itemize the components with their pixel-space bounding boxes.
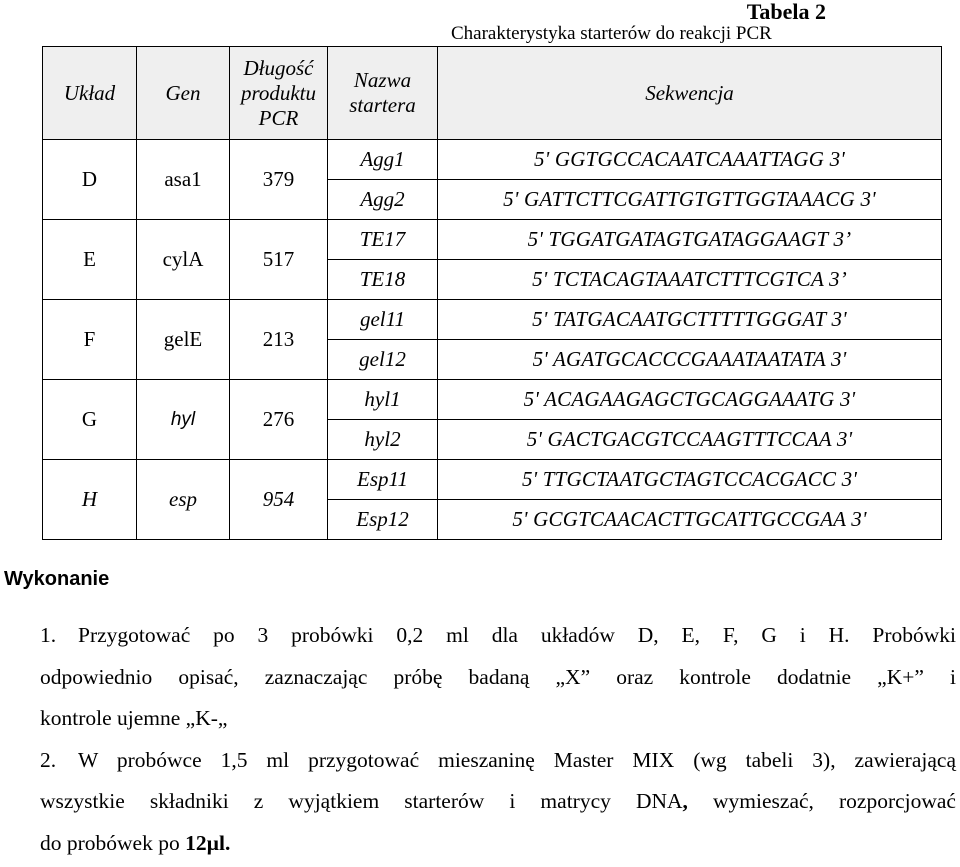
cell-gen: asa1: [137, 140, 230, 220]
section-title: Wykonanie: [4, 568, 110, 590]
cell-gen: cylA: [137, 220, 230, 300]
header-uklad: Układ: [43, 47, 137, 140]
cell-length: 213: [230, 300, 328, 380]
table-row: [43, 220, 942, 260]
header-nazwa-line2: startera: [349, 93, 416, 117]
cell-primer-sequence: 5' TATGACAATGCTTTTTGGGAT 3': [438, 300, 942, 340]
step-2-line-2c: wymieszać, rozporcjować: [687, 789, 956, 813]
cell-primer-name: hyl2: [328, 420, 438, 460]
table-row: [43, 380, 942, 420]
cell-primer-sequence: 5' GATTCTTCGATTGTGTTGGTAAACG 3': [438, 180, 942, 220]
step-2-line-3: [40, 823, 956, 865]
step-2-line-2b: ,: [682, 789, 688, 813]
step-2-line-1: [40, 740, 956, 782]
table-row: [43, 460, 942, 500]
cell-primer-sequence: 5' GCGTCAACACTTGCATTGCCGAA 3': [438, 500, 942, 540]
cell-primer-name: hyl1: [328, 380, 438, 420]
cell-primer-name: gel12: [328, 340, 438, 380]
cell-primer-name: Agg1: [328, 140, 438, 180]
step-1: [40, 615, 956, 740]
cell-primer-sequence: 5' ACAGAAGAGCTGCAGGAAATG 3': [438, 380, 942, 420]
cell-primer-name: TE17: [328, 220, 438, 260]
step-2-line-3b: 12µl.: [185, 830, 231, 855]
cell-primer-sequence: 5' TCTACAGTAAATCTTTCGTCA 3’: [438, 260, 942, 300]
cell-primer-name: TE18: [328, 260, 438, 300]
cell-gen: esp: [137, 460, 230, 540]
cell-uklad: G: [43, 380, 137, 460]
header-sekwencja: Sekwencja: [438, 47, 942, 140]
step-1-line-3: kontrole ujemne „K-„: [40, 706, 228, 730]
cell-primer-sequence: 5' TTGCTAATGCTAGTCCACGACC 3': [438, 460, 942, 500]
cell-gen: hyl: [137, 380, 230, 460]
step-2-number: 2.: [40, 747, 57, 772]
step-2-line-3a: do probówek po: [40, 830, 186, 855]
primer-table: [42, 46, 942, 540]
step-1-number: 1.: [40, 623, 57, 647]
step-2-line-1-text: W probówce 1,5 ml przygotować mieszaninę Master MIX (wg tabeli 3), zawierającą: [78, 747, 956, 772]
step-1-line-1: [40, 615, 956, 657]
step-1-line-2: odpowiednio opisać, zaznaczając próbę badaną „X” oraz kontrole dodatnie „K+” i: [40, 664, 956, 689]
table-caption: Charakterystyka starterów do reakcji PCR: [451, 23, 772, 44]
step-2: [40, 740, 956, 865]
cell-uklad: H: [43, 460, 137, 540]
cell-primer-sequence: 5' TGGATGATAGTGATAGGAAGT 3’: [438, 220, 942, 260]
table-header-row: [43, 47, 942, 140]
cell-primer-name: gel11: [328, 300, 438, 340]
header-gen: Gen: [137, 47, 230, 140]
cell-uklad: D: [43, 140, 137, 220]
table-row: [43, 300, 942, 340]
step-2-line-2: [40, 781, 956, 823]
cell-length: 517: [230, 220, 328, 300]
cell-length: 379: [230, 140, 328, 220]
header-dlugosc-line2: produktu: [240, 80, 317, 105]
cell-uklad: F: [43, 300, 137, 380]
step-2-line-2a: wszystkie składniki z wyjątkiem starterów i matrycy DNA: [40, 789, 683, 813]
cell-length: 276: [230, 380, 328, 460]
header-dlugosc: [230, 47, 328, 140]
cell-primer-sequence: 5' GACTGACGTCCAAGTTTCCAA 3': [438, 420, 942, 460]
cell-primer-name: Agg2: [328, 180, 438, 220]
cell-primer-name: Esp12: [328, 500, 438, 540]
table-row: [43, 140, 942, 180]
cell-primer-sequence: 5' GGTGCCACAATCAAATTAGG 3': [438, 140, 942, 180]
header-dlugosc-line1: Długość: [243, 55, 314, 80]
header-nazwa: [328, 47, 438, 140]
step-1-line-1-text: Przygotować po 3 probówki 0,2 ml dla układów D, E, F, G i H. Probówki: [78, 623, 956, 647]
cell-length: 954: [230, 460, 328, 540]
cell-gen: gelE: [137, 300, 230, 380]
instructions: [40, 615, 956, 864]
header-dlugosc-line3: PCR: [258, 105, 299, 130]
header-nazwa-line1: Nazwa: [353, 68, 412, 92]
table-number: Tabela 2: [746, 0, 826, 24]
cell-uklad: E: [43, 220, 137, 300]
cell-primer-name: Esp11: [328, 460, 438, 500]
cell-primer-sequence: 5' AGATGCACCCGAAATAATATA 3': [438, 340, 942, 380]
